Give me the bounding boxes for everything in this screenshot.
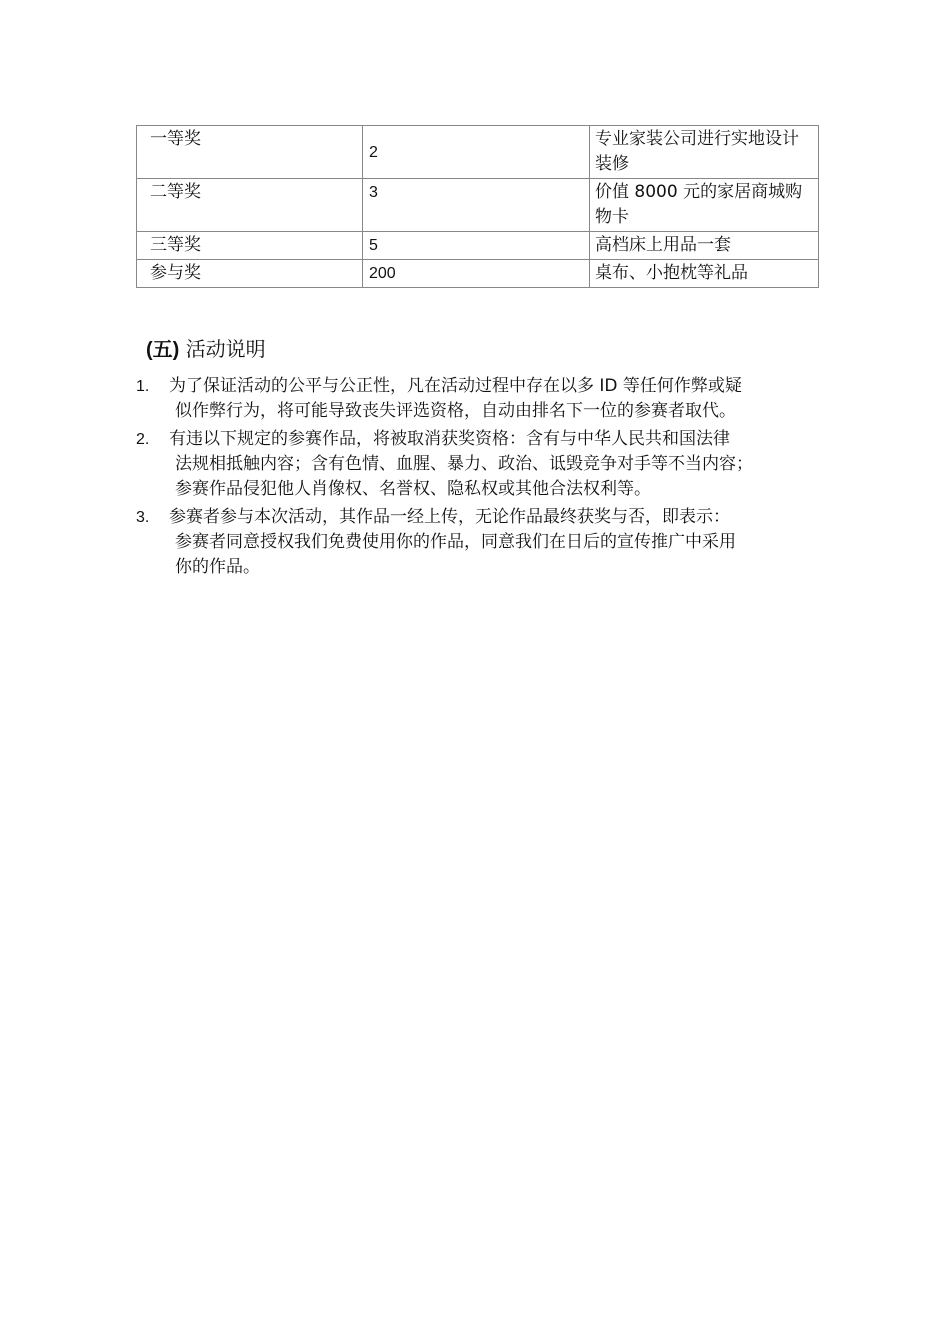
prize-description: 价值 8000 元的家居商城购物卡 <box>590 179 819 232</box>
note-line: 参赛作品侵犯他人肖像权、名誉权、隐私权或其他合法权利等。 <box>175 479 651 499</box>
prize-level: 参与奖 <box>137 260 363 288</box>
note-number: 3. <box>136 509 150 526</box>
note-text <box>169 427 826 502</box>
prize-description: 专业家装公司进行实地设计装修 <box>590 126 819 179</box>
note-line: 参赛者参与本次活动，其作品一经上传，无论作品最终获奖与否，即表示： <box>169 507 730 527</box>
prize-table <box>136 125 819 288</box>
table-row <box>137 179 819 232</box>
note-line: 似作弊行为，将可能导致丧失评选资格，自动由排名下一位的参赛者取代。 <box>175 401 736 421</box>
note-line: 法规相抵触内容；含有色情、血腥、暴力、政治、诋毁竞争对手等不当内容； <box>175 454 753 474</box>
prize-count: 200 <box>363 260 590 288</box>
note-line: 为了保证活动的公平与公正性，凡在活动过程中存在以多 ID 等任何作弊或疑 <box>169 376 742 396</box>
note-line: 你的作品。 <box>175 557 260 577</box>
note-text <box>169 374 826 424</box>
list-item <box>136 374 826 424</box>
section-heading <box>146 334 266 365</box>
table-row <box>137 126 819 179</box>
prize-level: 一等奖 <box>137 126 363 179</box>
prize-description: 高档床上用品一套 <box>590 232 819 260</box>
table-row <box>137 260 819 288</box>
note-number: 1. <box>136 378 150 395</box>
prize-count: 2 <box>363 126 590 179</box>
prize-count: 3 <box>363 179 590 232</box>
prize-count: 5 <box>363 232 590 260</box>
note-line: 参赛者同意授权我们免费使用你的作品，同意我们在日后的宣传推广中采用 <box>175 532 736 552</box>
list-item <box>136 427 826 502</box>
list-item <box>136 505 826 580</box>
note-text <box>169 505 826 580</box>
note-line: 有违以下规定的参赛作品，将被取消获奖资格：含有与中华人民共和国法律 <box>169 429 730 449</box>
section-number: (五) <box>146 339 180 361</box>
table-row <box>137 232 819 260</box>
note-number: 2. <box>136 431 150 448</box>
prize-level: 二等奖 <box>137 179 363 232</box>
section-title: 活动说明 <box>185 337 266 361</box>
prize-level: 三等奖 <box>137 232 363 260</box>
notes-list <box>136 374 826 583</box>
prize-description: 桌布、小抱枕等礼品 <box>590 260 819 288</box>
